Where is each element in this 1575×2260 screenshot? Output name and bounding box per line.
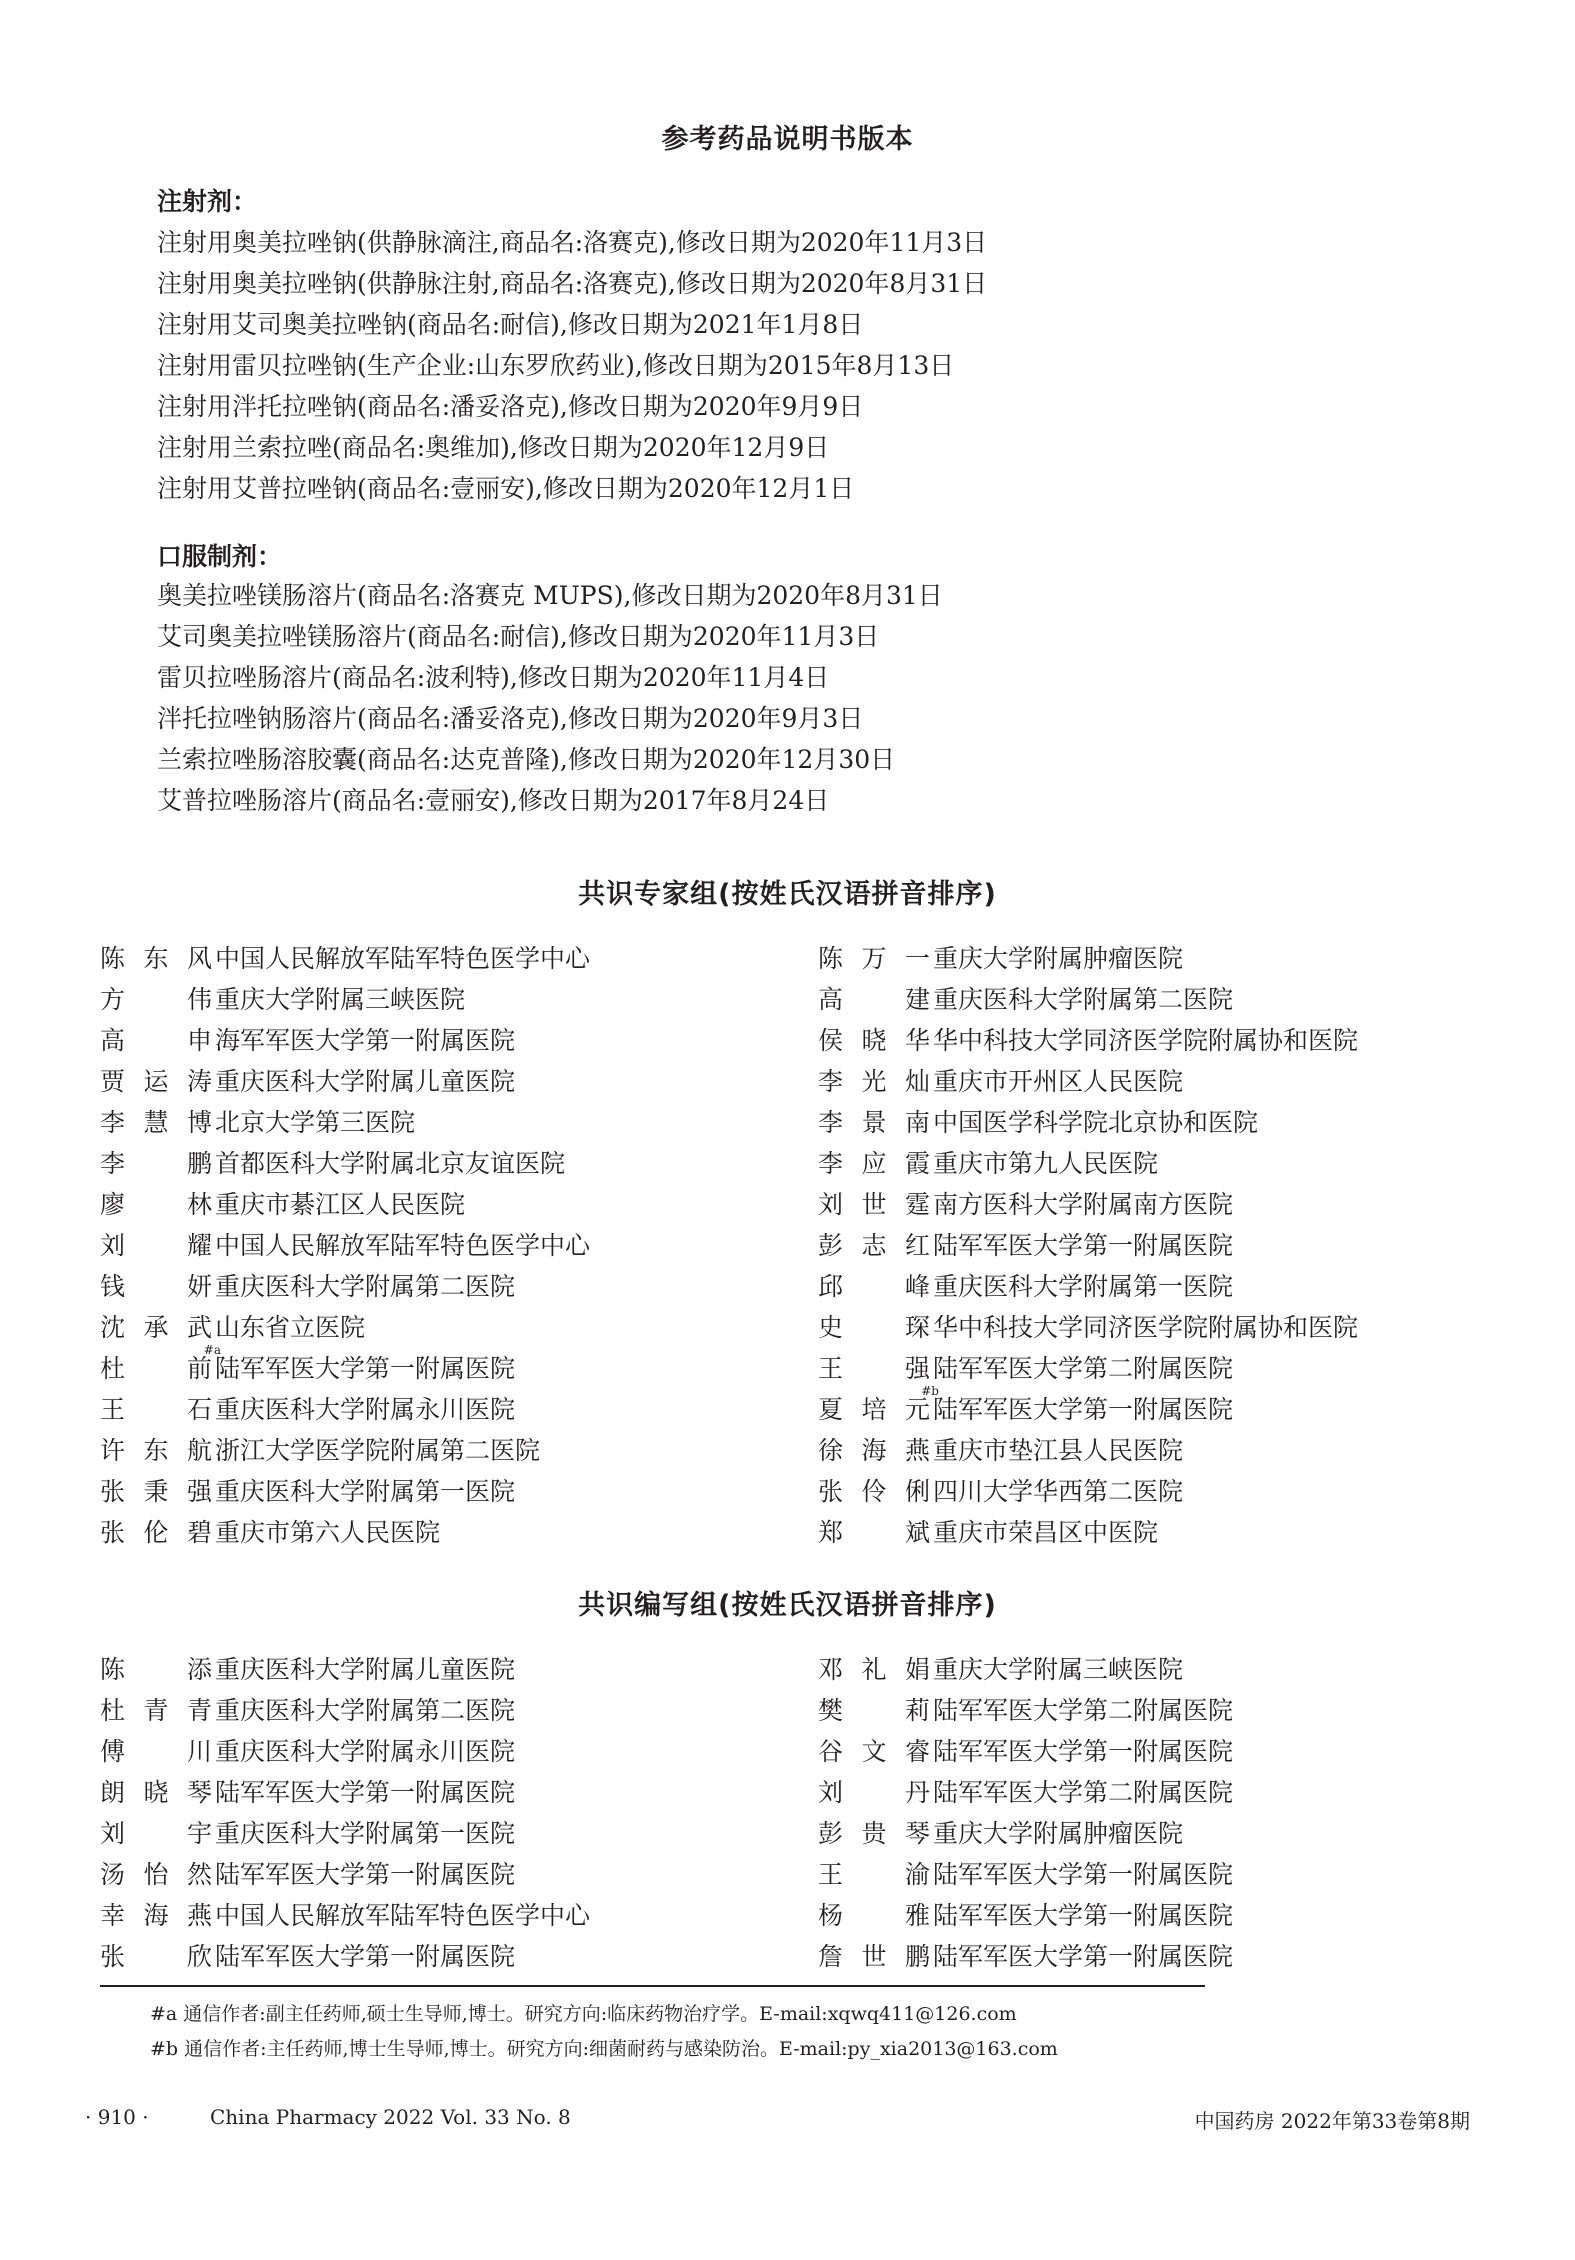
- corresponding-author-mark: #b: [921, 1384, 939, 1398]
- member-row: [100, 1266, 590, 1307]
- member-name: 王强: [818, 1354, 930, 1383]
- member-name: 彭贵琴: [818, 1819, 930, 1848]
- writing-group-left-column: [100, 1649, 590, 1977]
- oral-heading: 口服制剂：: [157, 542, 283, 571]
- member-row: [100, 1020, 590, 1061]
- list-item: 注射用奥美拉唑钠(供静脉注射,商品名:洛赛克),修改日期为2020年8月31日: [157, 269, 988, 298]
- member-row: [818, 1471, 1358, 1512]
- list-item: 泮托拉唑钠肠溶片(商品名:潘妥洛克),修改日期为2020年9月3日: [157, 704, 864, 733]
- member-name: 傅川: [100, 1737, 212, 1766]
- member-row: [818, 1225, 1358, 1266]
- member-affiliation: 重庆医科大学附属第二医院: [215, 1272, 516, 1301]
- member-row: [818, 1813, 1233, 1854]
- member-affiliation: 重庆医科大学附属第二医院: [933, 985, 1234, 1014]
- member-row: [100, 1854, 590, 1895]
- list-item: 注射用泮托拉唑钠(商品名:潘妥洛克),修改日期为2020年9月9日: [157, 392, 864, 421]
- list-item: 艾普拉唑肠溶片(商品名:壹丽安),修改日期为2017年8月24日: [157, 786, 830, 815]
- member-row: [818, 1307, 1358, 1348]
- member-affiliation: 陆军军医大学第一附属医院: [215, 1778, 516, 1807]
- member-row: [818, 1020, 1358, 1061]
- writing-group-title: 共识编写组(按姓氏汉语拼音排序): [578, 1590, 997, 1621]
- writing-group-right-column: [818, 1649, 1233, 1977]
- member-affiliation: 陆军军医大学第一附属医院: [215, 1860, 516, 1889]
- list-item: 注射用兰索拉唑(商品名:奥维加),修改日期为2020年12月9日: [157, 433, 830, 462]
- member-row: [818, 938, 1358, 979]
- page-number: · 910 ·: [85, 2105, 149, 2129]
- expert-group-title: 共识专家组(按姓氏汉语拼音排序): [578, 879, 997, 910]
- member-row: [100, 1772, 590, 1813]
- member-name: 沈承武: [100, 1313, 212, 1342]
- member-name: 李景南: [818, 1108, 930, 1137]
- member-row: [100, 1430, 590, 1471]
- member-affiliation: 重庆医科大学附属第一医院: [215, 1819, 516, 1848]
- member-name: 张伶俐: [818, 1477, 930, 1506]
- member-row: [818, 979, 1358, 1020]
- member-affiliation: 重庆市綦江区人民医院: [215, 1190, 466, 1219]
- member-row: [100, 1690, 590, 1731]
- member-name: 廖林: [100, 1190, 212, 1219]
- member-name: 陈东风: [100, 944, 212, 973]
- member-row: [100, 1895, 590, 1936]
- member-name: 张伦碧: [100, 1518, 212, 1547]
- member-affiliation: 海军军医大学第一附属医院: [215, 1026, 516, 1055]
- expert-group-left-column: [100, 938, 590, 1553]
- member-name: 史琛: [818, 1313, 930, 1342]
- member-affiliation: 中国医学科学院北京协和医院: [933, 1108, 1259, 1137]
- member-name: 李鹏: [100, 1149, 212, 1178]
- member-row: [818, 1348, 1358, 1389]
- member-row: [818, 1512, 1358, 1553]
- member-affiliation: 重庆大学附属三峡医院: [215, 985, 466, 1014]
- member-name: 杜前: [100, 1354, 212, 1383]
- member-name: 彭志红: [818, 1231, 930, 1260]
- reference-title: 参考药品说明书版本: [661, 124, 914, 155]
- footnotes: [150, 1997, 1058, 2067]
- member-name: 张秉强: [100, 1477, 212, 1506]
- member-affiliation: 重庆医科大学附属第一医院: [215, 1477, 516, 1506]
- member-affiliation: 陆军军医大学第一附属医院: [933, 1942, 1234, 1971]
- member-name: 刘丹: [818, 1778, 930, 1807]
- journal-name-english: China Pharmacy 2022 Vol. 33 No. 8: [210, 2105, 571, 2129]
- list-item: 注射用艾普拉唑钠(商品名:壹丽安),修改日期为2020年12月1日: [157, 474, 855, 503]
- list-item: 兰索拉唑肠溶胶囊(商品名:达克普隆),修改日期为2020年12月30日: [157, 745, 896, 774]
- member-name: 夏培元: [818, 1395, 930, 1424]
- member-affiliation: 陆军军医大学第一附属医院: [215, 1942, 516, 1971]
- list-item: 注射用艾司奥美拉唑钠(商品名:耐信),修改日期为2021年1月8日: [157, 310, 864, 339]
- member-name: 汤怡然: [100, 1860, 212, 1889]
- member-affiliation: 南方医科大学附属南方医院: [933, 1190, 1234, 1219]
- member-affiliation: 华中科技大学同济医学院附属协和医院: [933, 1313, 1359, 1342]
- member-affiliation: 重庆市荣昌区中医院: [933, 1518, 1159, 1547]
- member-name: 陈添: [100, 1655, 212, 1684]
- member-row: [100, 1184, 590, 1225]
- member-row: [818, 1936, 1233, 1977]
- member-row: [100, 1731, 590, 1772]
- member-affiliation: 重庆医科大学附属儿童医院: [215, 1067, 516, 1096]
- member-affiliation: 重庆市第九人民医院: [933, 1149, 1159, 1178]
- member-row: [100, 1471, 590, 1512]
- member-name: 张欣: [100, 1942, 212, 1971]
- member-name: 方伟: [100, 985, 212, 1014]
- list-item: 注射用雷贝拉唑钠(生产企业:山东罗欣药业),修改日期为2015年8月13日: [157, 351, 955, 380]
- member-affiliation: 陆军军医大学第一附属医院: [933, 1231, 1234, 1260]
- member-affiliation: 陆军军医大学第二附属医院: [933, 1778, 1234, 1807]
- member-name: 谷文睿: [818, 1737, 930, 1766]
- member-affiliation: 四川大学华西第二医院: [933, 1477, 1184, 1506]
- member-affiliation: 重庆大学附属肿瘤医院: [933, 944, 1184, 973]
- member-name: 高申: [100, 1026, 212, 1055]
- member-name: 幸海燕: [100, 1901, 212, 1930]
- member-name: 郑斌: [818, 1518, 930, 1547]
- corresponding-author-mark: #a: [203, 1343, 221, 1357]
- member-name: 邓礼娟: [818, 1655, 930, 1684]
- member-row: [100, 1343, 590, 1389]
- member-affiliation: 重庆医科大学附属永川医院: [215, 1737, 516, 1766]
- footnote-divider: [100, 1985, 1205, 1987]
- member-row: [100, 1225, 590, 1266]
- member-row: [818, 1430, 1358, 1471]
- member-name: 李光灿: [818, 1067, 930, 1096]
- member-affiliation: 北京大学第三医院: [215, 1108, 416, 1137]
- member-row: [818, 1731, 1233, 1772]
- member-name: 刘宇: [100, 1819, 212, 1848]
- member-affiliation: 陆军军医大学第一附属医院: [933, 1860, 1234, 1889]
- member-row: [100, 1936, 590, 1977]
- member-name: 詹世鹏: [818, 1942, 930, 1971]
- footnote: #a 通信作者:副主任药师,硕士生导师,博士。研究方向:临床药物治疗学。E-mail:xqwq411@126.com: [150, 2003, 1017, 2025]
- member-name: 杜青青: [100, 1696, 212, 1725]
- member-affiliation: 重庆市第六人民医院: [215, 1518, 441, 1547]
- member-affiliation: 重庆市开州区人民医院: [933, 1067, 1184, 1096]
- member-name: 樊莉: [818, 1696, 930, 1725]
- member-name: 许东航: [100, 1436, 212, 1465]
- member-row: [818, 1102, 1358, 1143]
- member-affiliation: 华中科技大学同济医学院附属协和医院: [933, 1026, 1359, 1055]
- member-name: 刘耀: [100, 1231, 212, 1260]
- member-affiliation: 重庆医科大学附属第一医院: [933, 1272, 1234, 1301]
- member-name: 贾运涛: [100, 1067, 212, 1096]
- list-item: 注射用奥美拉唑钠(供静脉滴注,商品名:洛赛克),修改日期为2020年11月3日: [157, 228, 988, 257]
- member-affiliation: 重庆大学附属肿瘤医院: [933, 1819, 1184, 1848]
- member-row: [100, 938, 590, 979]
- member-row: [100, 1102, 590, 1143]
- journal-name-chinese: 中国药房 2022年第33卷第8期: [1194, 2109, 1470, 2133]
- member-row: [818, 1895, 1233, 1936]
- member-affiliation: 中国人民解放军陆军特色医学中心: [215, 944, 591, 973]
- member-row: [818, 1772, 1233, 1813]
- member-affiliation: 陆军军医大学第二附属医院: [933, 1354, 1234, 1383]
- member-row: [100, 1649, 590, 1690]
- member-affiliation: 首都医科大学附属北京友谊医院: [215, 1149, 566, 1178]
- member-affiliation: 陆军军医大学第一附属医院: [933, 1737, 1234, 1766]
- member-affiliation: 中国人民解放军陆军特色医学中心: [215, 1231, 591, 1260]
- member-row: [100, 1389, 590, 1430]
- member-row: [818, 1184, 1358, 1225]
- member-row: [818, 1649, 1233, 1690]
- member-row: [818, 1143, 1358, 1184]
- member-row: [100, 1512, 590, 1553]
- member-row: [818, 1384, 1358, 1430]
- footnote: #b 通信作者:主任药师,博士生导师,博士。研究方向:细菌耐药与感染防治。E-mail:py_xia2013@163.com: [150, 2038, 1058, 2060]
- member-name: 徐海燕: [818, 1436, 930, 1465]
- member-name: 朗晓琴: [100, 1778, 212, 1807]
- member-name: 侯晓华: [818, 1026, 930, 1055]
- injections-heading: 注射剂：: [157, 187, 258, 216]
- member-name: 钱妍: [100, 1272, 212, 1301]
- member-row: [100, 1061, 590, 1102]
- member-row: [100, 979, 590, 1020]
- member-name: 王石: [100, 1395, 212, 1424]
- member-row: [818, 1266, 1358, 1307]
- member-affiliation: 陆军军医大学第二附属医院: [933, 1696, 1234, 1725]
- member-affiliation: 陆军军医大学第一附属医院: [215, 1354, 516, 1383]
- member-affiliation: 浙江大学医学院附属第二医院: [215, 1436, 541, 1465]
- member-affiliation: 陆军军医大学第一附属医院: [933, 1395, 1234, 1424]
- member-affiliation: 陆军军医大学第一附属医院: [933, 1901, 1234, 1930]
- member-name: 陈万一: [818, 944, 930, 973]
- member-affiliation: 山东省立医院: [215, 1313, 366, 1342]
- member-name: 李慧博: [100, 1108, 212, 1137]
- list-item: 艾司奥美拉唑镁肠溶片(商品名:耐信),修改日期为2020年11月3日: [157, 622, 880, 651]
- list-item: 奥美拉唑镁肠溶片(商品名:洛赛克 MUPS),修改日期为2020年8月31日: [157, 581, 943, 610]
- member-name: 刘世霆: [818, 1190, 930, 1219]
- member-affiliation: 中国人民解放军陆军特色医学中心: [215, 1901, 591, 1930]
- member-affiliation: 重庆医科大学附属永川医院: [215, 1395, 516, 1424]
- expert-group-right-column: [818, 938, 1358, 1553]
- member-name: 李应霞: [818, 1149, 930, 1178]
- member-row: [818, 1854, 1233, 1895]
- member-row: [100, 1143, 590, 1184]
- member-name: 高建: [818, 985, 930, 1014]
- list-item: 雷贝拉唑肠溶片(商品名:波利特),修改日期为2020年11月4日: [157, 663, 830, 692]
- member-name: 邱峰: [818, 1272, 930, 1301]
- member-affiliation: 重庆医科大学附属儿童医院: [215, 1655, 516, 1684]
- member-row: [818, 1061, 1358, 1102]
- member-affiliation: 重庆医科大学附属第二医院: [215, 1696, 516, 1725]
- member-name: 杨雅: [818, 1901, 930, 1930]
- member-affiliation: 重庆市垫江县人民医院: [933, 1436, 1184, 1465]
- oral-list: [157, 575, 943, 821]
- injections-list: [157, 222, 987, 509]
- member-row: [100, 1307, 590, 1348]
- member-row: [818, 1690, 1233, 1731]
- member-row: [100, 1813, 590, 1854]
- member-affiliation: 重庆大学附属三峡医院: [933, 1655, 1184, 1684]
- member-name: 王渝: [818, 1860, 930, 1889]
